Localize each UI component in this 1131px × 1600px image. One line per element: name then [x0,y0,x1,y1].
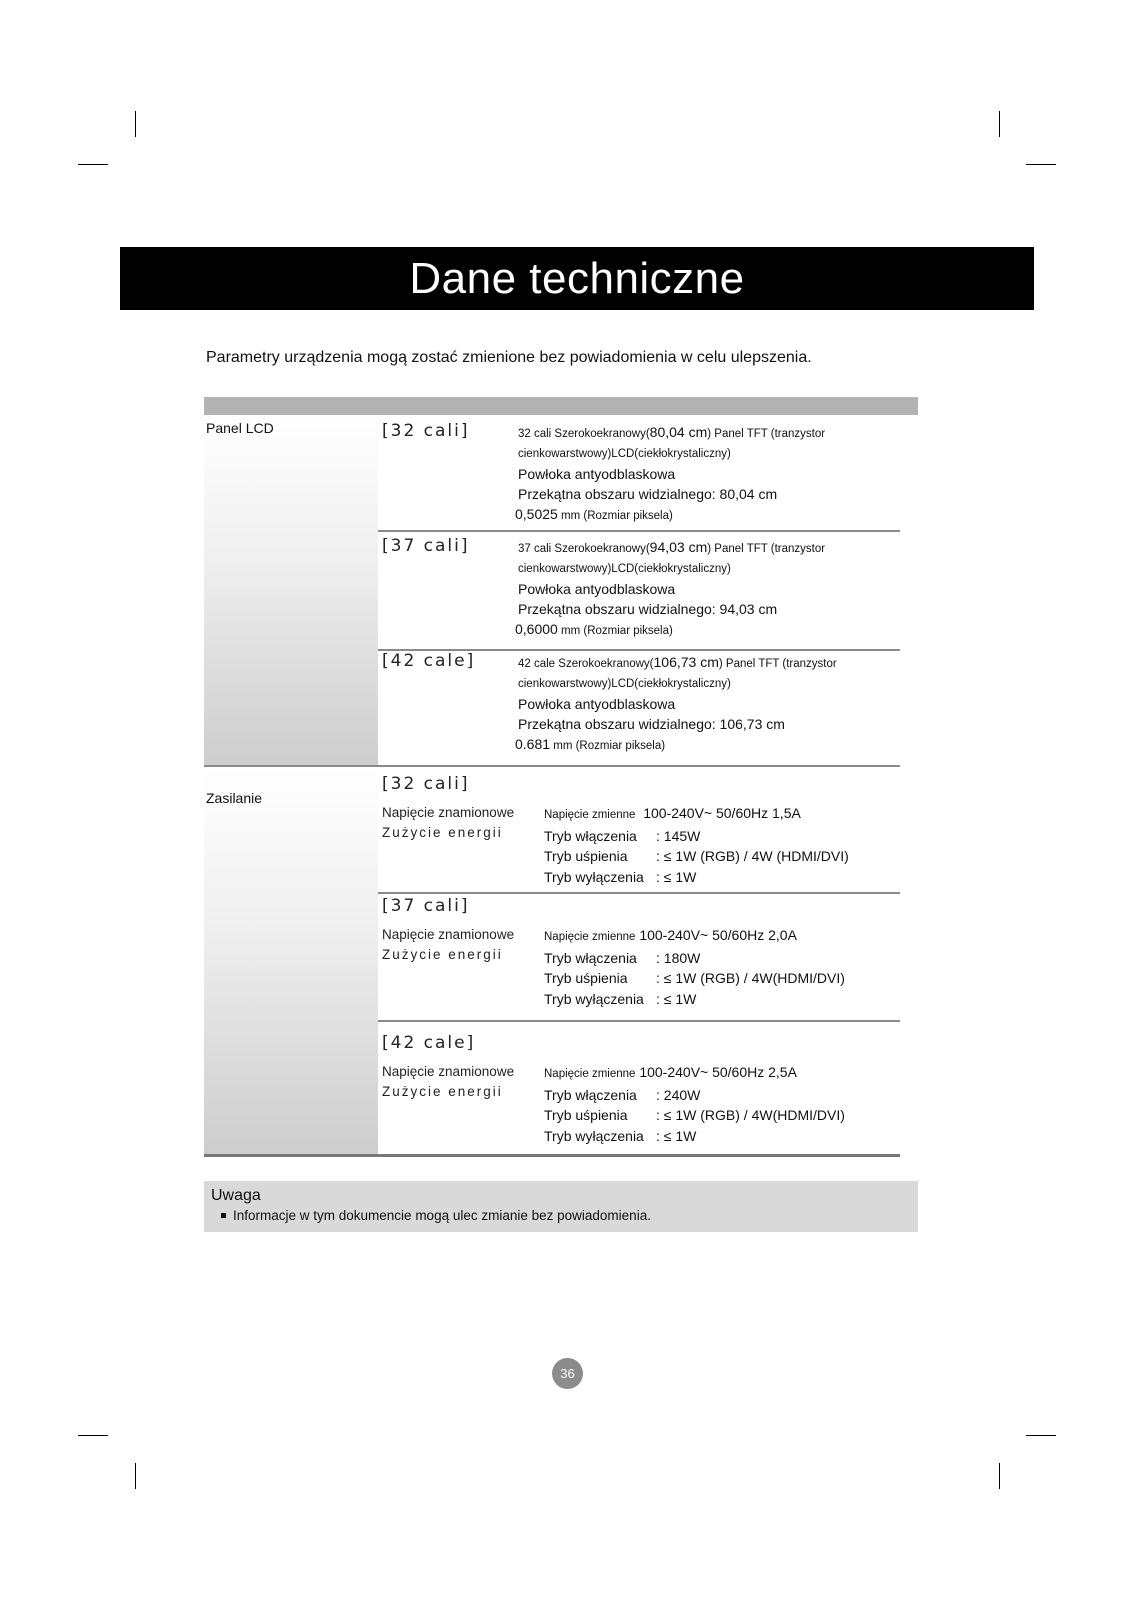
note-box [204,1181,918,1232]
panel-desc-42: 42 cale Szerokoekranowy(106,73 cm) Panel TFT (tranzystor cienkowarstwowy)LCD(ciekłokrystaliczny) Powłoka antyodblaskowa Przekątna obszaru widzialnego: 106,73 cm 0.681 mm (Rozmiar piksela) [515,654,837,752]
crop-mark [78,164,108,165]
page-title: Dane techniczne [120,247,1034,310]
panel-desc-32: 32 cali Szerokoekranowy(80,04 cm) Panel TFT (tranzystor cienkowarstwowy)LCD(ciekłokrystaliczny) Powłoka antyodblaskowa Przekątna obszaru widzialnego: 80,04 cm 0,5025 mm (Rozmiar piksela) [515,424,826,522]
panel-size-37: [37 cali] [382,536,470,556]
power-labels-37: Napięcie znamionowe Zużycie energii [382,927,515,962]
row-divider [378,530,900,532]
row-divider [378,1020,900,1022]
panel-lcd-label: Panel LCD [206,420,274,436]
note-item [211,1208,911,1223]
label-column-power [204,767,378,1154]
table-bottom-border [204,1154,900,1157]
power-labels-32: Napięcie znamionowe Zużycie energii [382,805,515,840]
crop-mark [135,111,136,137]
panel-desc-37: 37 cali Szerokoekranowy(94,03 cm) Panel TFT (tranzystor cienkowarstwowy)LCD(ciekłokrystaliczny) Powłoka antyodblaskowa Przekątna obszaru widzialnego: 94,03 cm 0,6000 mm (Rozmiar piksela) [515,539,826,637]
crop-mark [135,1463,136,1489]
crop-mark [78,1435,108,1436]
panel-size-32: [32 cali] [382,421,470,441]
power-values-32: Napięcie zmienne 100-240V~ 50/60Hz 1,5A Tryb włączenia : 145W Tryb uśpienia : ≤ 1W (RGB) / 4W (HDMI/DVI) Tryb wyłączenia : ≤ 1W [544,805,849,885]
power-size-32: [32 cali] [382,774,470,794]
power-labels-42: Napięcie znamionowe Zużycie energii [382,1064,515,1099]
note-title: Uwaga [211,1187,261,1204]
power-label: Zasilanie [206,790,263,806]
label-column-panel [204,415,378,765]
panel-size-42: [42 cale] [382,651,476,671]
intro-text: Parametry urządzenia mogą zostać zmienione bez powiadomienia w celu ulepszenia. [206,349,812,366]
power-size-37: [37 cali] [382,896,470,916]
page-number: 36 [552,1358,583,1389]
power-values-37: Napięcie zmienne 100-240V~ 50/60Hz 2,0A Tryb włączenia : 180W Tryb uśpienia : ≤ 1W (RGB) / 4W(HDMI/DVI) Tryb wyłączenia : ≤ 1W [544,927,845,1007]
power-size-42: [42 cale] [382,1033,476,1053]
section-divider [204,765,900,767]
bullet-icon [221,1213,226,1218]
crop-mark [999,111,1000,137]
power-values-42: Napięcie zmienne 100-240V~ 50/60Hz 2,5A Tryb włączenia : 240W Tryb uśpienia : ≤ 1W (RGB) / 4W(HDMI/DVI) Tryb wyłączenia : ≤ 1W [544,1064,845,1144]
crop-mark [1026,164,1056,165]
table-header-bar [204,397,918,415]
row-divider [378,892,900,894]
note-text: Informacje w tym dokumencie mogą ulec zmianie bez powiadomienia. [233,1208,651,1223]
crop-mark [999,1463,1000,1489]
crop-mark [1026,1435,1056,1436]
